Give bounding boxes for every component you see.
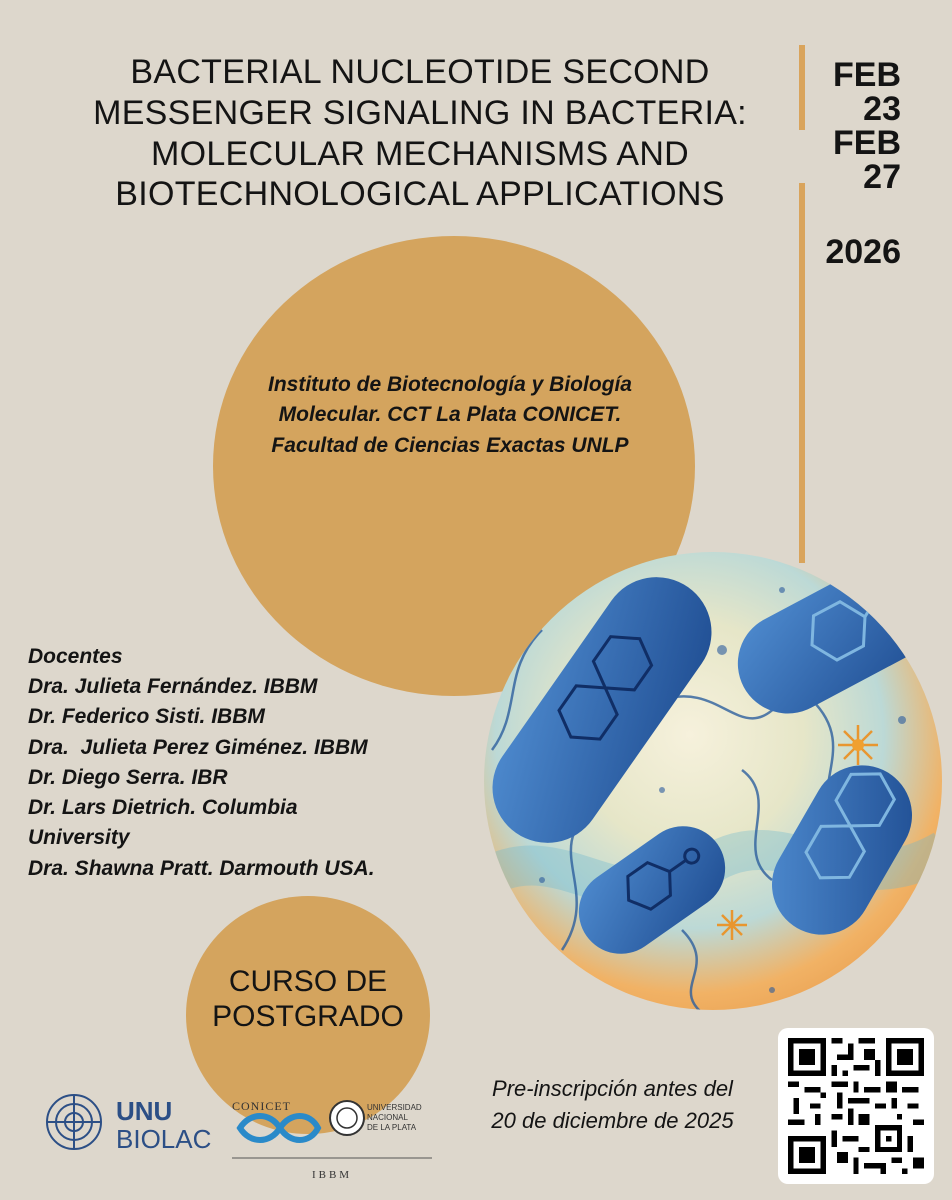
qr-code[interactable] [778,1028,934,1184]
institute-block [170,370,730,461]
instructors-heading: Docentes [28,645,123,668]
instructor-line: Dra. Julieta Perez Giménez. IBBM [28,735,368,759]
biolac-logo-text: BIOLAC [116,1124,212,1154]
title-line-4: BIOTECHNOLOGICAL APPLICATIONS [115,175,725,214]
un-emblem-icon [47,1095,101,1149]
preregistration-note [440,1073,785,1137]
prereg-line-2: 20 de diciembre de 2025 [491,1107,734,1133]
instructor-line: Dr. Diego Serra. IBR [28,765,228,789]
title-line-1: BACTERIAL NUCLEOTIDE SECOND [130,53,710,91]
event-title [40,52,800,215]
course-line-1: CURSO DE [228,965,388,998]
institute-line-2: Molecular. CCT La Plata CONICET. [278,403,622,427]
end-day: 27 [863,158,901,196]
partner-logos [40,1080,450,1190]
unlp-text-1: UNIVERSIDAD [367,1103,422,1112]
unlp-text-2: NACIONAL [367,1113,408,1122]
institute-line-3: Facultad de Ciencias Exactas UNLP [271,433,629,457]
conicet-infinity-icon [240,1116,318,1140]
instructor-line: Dra. Julieta Fernández. IBBM [28,675,318,699]
unu-logo-text: UNU [116,1096,173,1126]
course-label [186,965,430,1034]
start-month: FEB [833,56,901,94]
institute-line-1: Instituto de Biotecnología y Biología [267,373,632,396]
end-month: FEB [833,124,901,162]
start-day: 23 [863,90,901,128]
instructor-line: University [28,826,130,850]
year: 2026 [825,233,901,271]
ibbm-logo-text: IBBM [311,1169,353,1181]
course-line-2: POSTGRADO [212,999,404,1033]
instructor-line: Dra. Shawna Pratt. Darmouth USA. [28,856,375,880]
qr-code-icon [788,1038,924,1174]
instructor-line: Dr. Lars Dietrich. Columbia [28,796,298,820]
conicet-logo-text: CONICET [232,1099,291,1113]
title-line-3: MOLECULAR MECHANISMS AND [150,134,690,173]
title-line-2: MESSENGER SIGNALING IN BACTERIA: [93,93,747,132]
unlp-text-3: DE LA PLATA [367,1123,417,1132]
instructor-line: Dr. Federico Sisti. IBBM [28,705,265,729]
unlp-seal-icon [330,1101,364,1135]
prereg-line-1: Pre-inscripción antes del [492,1076,733,1101]
instructors-list [28,642,528,884]
bacteria-illustration [482,550,944,1012]
